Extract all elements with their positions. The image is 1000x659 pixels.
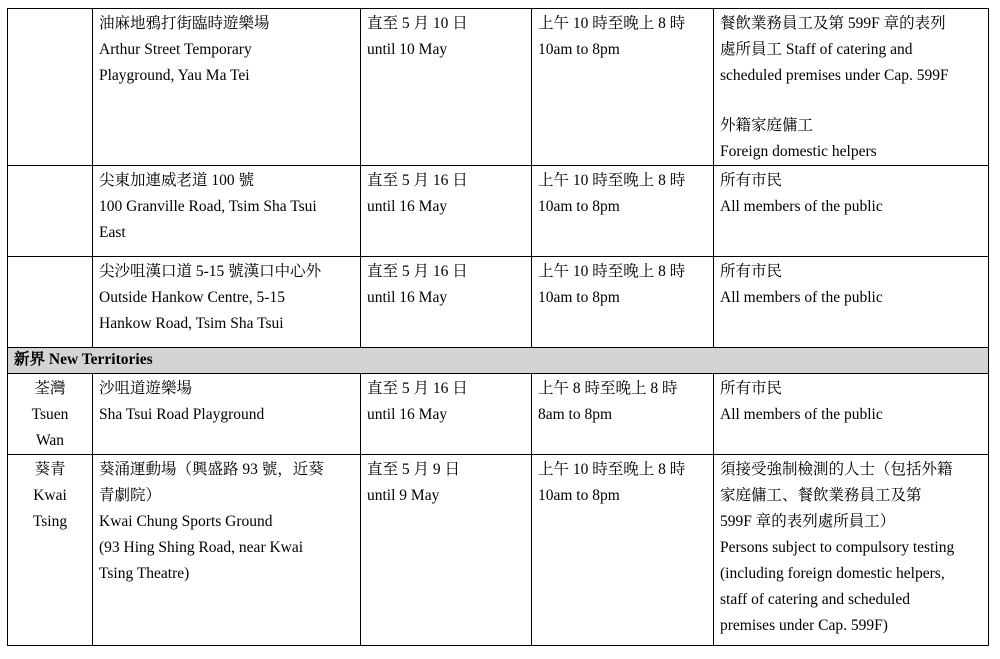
district-cell — [8, 455, 93, 646]
district-line: Kwai — [33, 487, 67, 504]
date-line: 直至 5 月 16 日 — [367, 380, 468, 397]
district-line: 葵青 — [34, 461, 66, 478]
date-line: 直至 5 月 10 日 — [367, 15, 468, 32]
site-line: Hankow Road, Tsim Sha Tsui — [99, 315, 284, 332]
date-cell — [361, 374, 532, 455]
target-line: All members of the public — [720, 289, 883, 306]
testing-schedule-table — [7, 8, 989, 646]
date-line: until 16 May — [367, 289, 448, 306]
district-line: 荃灣 — [34, 380, 66, 397]
date-line: 直至 5 月 16 日 — [367, 172, 468, 189]
target-cell — [714, 9, 989, 166]
table-row — [8, 9, 989, 166]
target-line: 所有市民 — [720, 263, 783, 280]
site-line: Tsing Theatre) — [99, 565, 190, 582]
date-cell — [361, 166, 532, 257]
target-line: (including foreign domestic helpers, — [720, 565, 945, 582]
region-header: 新界 New Territories — [8, 348, 989, 374]
target-line: 599F 章的表列處所員工） — [720, 513, 896, 530]
date-line: until 10 May — [367, 41, 448, 58]
date-line: until 16 May — [367, 406, 448, 423]
district-cell — [8, 257, 93, 348]
hours-cell — [532, 9, 714, 166]
region-header-row — [8, 348, 989, 374]
table-row — [8, 455, 989, 646]
site-cell — [93, 455, 361, 646]
target-line: 外籍家庭傭工 — [720, 117, 814, 134]
site-line: 沙咀道遊樂場 — [99, 380, 193, 397]
table-row — [8, 166, 989, 257]
hours-line: 上午 10 時至晚上 8 時 — [538, 15, 686, 32]
hours-line: 10am to 8pm — [538, 289, 620, 306]
site-cell — [93, 9, 361, 166]
target-line: 所有市民 — [720, 380, 783, 397]
table-row — [8, 374, 989, 455]
site-cell — [93, 166, 361, 257]
target-line: All members of the public — [720, 406, 883, 423]
hours-line: 10am to 8pm — [538, 198, 620, 215]
site-line: Outside Hankow Centre, 5-15 — [99, 289, 285, 306]
site-cell — [93, 374, 361, 455]
target-line: scheduled premises under Cap. 599F — [720, 67, 949, 84]
target-cell — [714, 166, 989, 257]
target-line: 須接受強制檢測的人士（包括外籍 — [720, 461, 953, 478]
district-cell — [8, 9, 93, 166]
target-cell — [714, 374, 989, 455]
target-line: Persons subject to compulsory testing — [720, 539, 955, 556]
hours-line: 8am to 8pm — [538, 406, 613, 423]
target-line: premises under Cap. 599F) — [720, 617, 888, 634]
hours-line: 上午 10 時至晚上 8 時 — [538, 263, 686, 280]
target-line: Foreign domestic helpers — [720, 143, 877, 160]
hours-cell — [532, 374, 714, 455]
hours-cell — [532, 257, 714, 348]
hours-line: 上午 10 時至晚上 8 時 — [538, 461, 686, 478]
target-line: 家庭傭工、餐飲業務員工及第 — [720, 487, 922, 504]
site-line: East — [99, 224, 126, 241]
date-cell — [361, 9, 532, 166]
site-line: (93 Hing Shing Road, near Kwai — [99, 539, 304, 556]
district-cell — [8, 374, 93, 455]
target-line: All members of the public — [720, 198, 883, 215]
target-line: staff of catering and scheduled — [720, 591, 910, 608]
target-line: 所有市民 — [720, 172, 783, 189]
district-cell — [8, 166, 93, 257]
hours-line: 10am to 8pm — [538, 41, 620, 58]
site-line: 尖東加連威老道 100 號 — [99, 172, 255, 189]
date-line: 直至 5 月 9 日 — [367, 461, 461, 478]
table-row — [8, 257, 989, 348]
date-cell — [361, 455, 532, 646]
paragraph-gap — [720, 89, 982, 113]
site-line: 油麻地鴉打街臨時遊樂場 — [99, 15, 270, 32]
target-line: 處所員工 Staff of catering and — [720, 41, 913, 58]
date-cell — [361, 257, 532, 348]
site-line: 100 Granville Road, Tsim Sha Tsui — [99, 198, 317, 215]
site-cell — [93, 257, 361, 348]
hours-line: 上午 8 時至晚上 8 時 — [538, 380, 678, 397]
district-line: Wan — [35, 432, 65, 449]
hours-cell — [532, 455, 714, 646]
target-line: 餐飲業務員工及第 599F 章的表列 — [720, 15, 946, 32]
hours-line: 上午 10 時至晚上 8 時 — [538, 172, 686, 189]
site-line: Arthur Street Temporary — [99, 41, 252, 58]
date-line: until 9 May — [367, 487, 440, 504]
site-line: 尖沙咀漢口道 5-15 號漢口中心外 — [99, 263, 322, 280]
date-line: until 16 May — [367, 198, 448, 215]
district-line: Tsing — [32, 513, 68, 530]
target-cell — [714, 455, 989, 646]
site-line: 葵涌運動場（興盛路 93 號，近葵 — [99, 461, 324, 478]
site-line: Sha Tsui Road Playground — [99, 406, 265, 423]
site-line: 青劇院） — [99, 487, 162, 504]
target-cell — [714, 257, 989, 348]
date-line: 直至 5 月 16 日 — [367, 263, 468, 280]
hours-line: 10am to 8pm — [538, 487, 620, 504]
hours-cell — [532, 166, 714, 257]
site-line: Playground, Yau Ma Tei — [99, 67, 250, 84]
district-line: Tsuen — [31, 406, 69, 423]
site-line: Kwai Chung Sports Ground — [99, 513, 273, 530]
